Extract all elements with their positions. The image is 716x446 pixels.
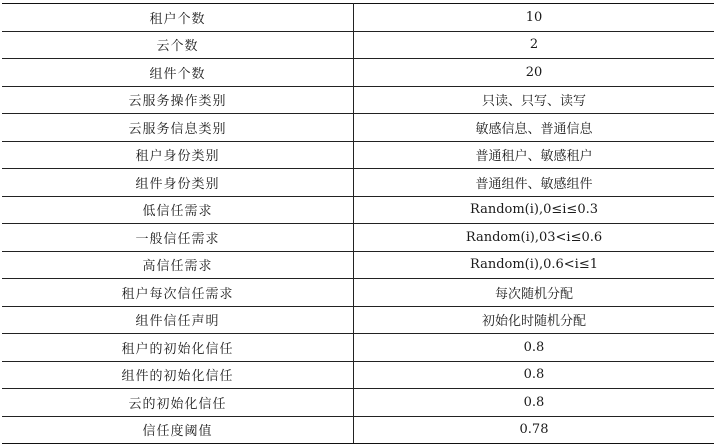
parameter-value: 0.8 [354, 389, 715, 417]
parameter-value: 0.8 [354, 361, 715, 389]
parameter-value: 0.8 [354, 334, 715, 362]
parameter-name: 信任度阈值 [2, 416, 354, 444]
parameter-table [2, 3, 714, 444]
table-row [2, 114, 714, 142]
parameter-name: 一般信任需求 [2, 224, 354, 252]
parameter-name: 租户个数 [2, 4, 354, 32]
parameter-name: 租户的初始化信任 [2, 334, 354, 362]
parameter-name: 云个数 [2, 31, 354, 59]
parameter-name: 组件信任声明 [2, 306, 354, 334]
parameter-value: Random(i),0≤i≤0.3 [354, 196, 715, 224]
table-row [2, 59, 714, 87]
table-row [2, 361, 714, 389]
parameter-value: 2 [354, 31, 715, 59]
table-row [2, 169, 714, 197]
parameter-value: 0.78 [354, 416, 715, 444]
parameter-name: 云服务信息类别 [2, 114, 354, 142]
table-row [2, 306, 714, 334]
parameter-name: 组件身份类别 [2, 169, 354, 197]
parameter-value: 普通租户、敏感租户 [354, 141, 715, 169]
table-row [2, 279, 714, 307]
table-row [2, 416, 714, 444]
parameter-value: 只读、只写、读写 [354, 86, 715, 114]
parameter-value: Random(i),0.6<i≤1 [354, 251, 715, 279]
parameter-value: 普通组件、敏感组件 [354, 169, 715, 197]
parameter-value: 敏感信息、普通信息 [354, 114, 715, 142]
parameter-name: 租户身份类别 [2, 141, 354, 169]
parameter-name: 租户每次信任需求 [2, 279, 354, 307]
parameter-name: 低信任需求 [2, 196, 354, 224]
table-row [2, 141, 714, 169]
parameter-name: 高信任需求 [2, 251, 354, 279]
table-row [2, 4, 714, 32]
parameter-name: 云服务操作类别 [2, 86, 354, 114]
parameter-name: 组件的初始化信任 [2, 361, 354, 389]
parameter-value: Random(i),03<i≤0.6 [354, 224, 715, 252]
parameter-value: 20 [354, 59, 715, 87]
table-row [2, 86, 714, 114]
parameter-value: 初始化时随机分配 [354, 306, 715, 334]
parameter-value: 10 [354, 4, 715, 32]
parameter-name: 组件个数 [2, 59, 354, 87]
table-row [2, 389, 714, 417]
parameter-name: 云的初始化信任 [2, 389, 354, 417]
table-row [2, 334, 714, 362]
table-row [2, 251, 714, 279]
parameter-value: 每次随机分配 [354, 279, 715, 307]
table-row [2, 224, 714, 252]
table-row [2, 196, 714, 224]
table-row [2, 31, 714, 59]
